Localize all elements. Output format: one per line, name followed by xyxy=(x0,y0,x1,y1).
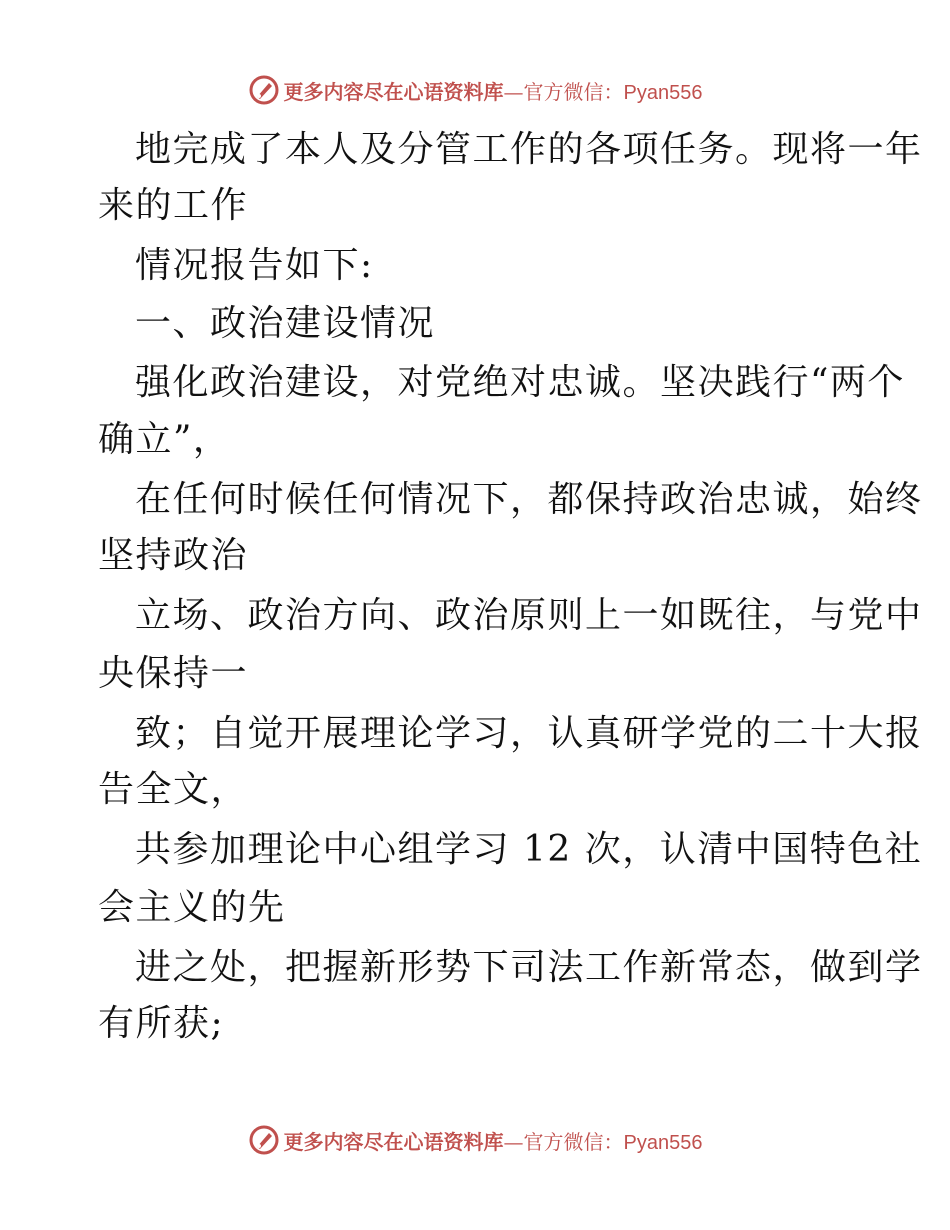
body-line: 共参加理论中心组学习 12 次，认清中国特色社 xyxy=(135,829,923,870)
banner-text-main: 更多内容尽在心语资料库 xyxy=(283,79,504,104)
pen-nib-circle-icon xyxy=(248,1124,280,1156)
banner-text xyxy=(284,76,703,105)
body-line: 坚持政治 xyxy=(98,535,249,576)
banner-text xyxy=(284,1126,703,1155)
body-line: 有所获; xyxy=(98,1003,225,1044)
body-line: 地完成了本人及分管工作的各项任务。现将一年 xyxy=(135,129,923,170)
pen-nib-circle-icon xyxy=(248,74,280,106)
body-line: 央保持一 xyxy=(98,653,249,694)
body-line: 确立”， xyxy=(98,419,231,460)
banner-text-sep: —官方微信： xyxy=(503,1129,624,1154)
body-line: 来的工作 xyxy=(98,185,249,226)
footer-banner xyxy=(0,1120,950,1160)
banner-text-main: 更多内容尽在心语资料库 xyxy=(283,1129,504,1154)
body-line: 强化政治建设，对党绝对忠诚。坚决践行“两个 xyxy=(135,362,905,403)
body-line: 在任何时候任何情况下，都保持政治忠诚，始终 xyxy=(135,479,923,520)
body-line: 立场、政治方向、政治原则上一如既往，与党中 xyxy=(135,595,923,636)
section-heading: 一、政治建设情况 xyxy=(135,303,436,344)
body-line: 情况报告如下: xyxy=(135,245,374,286)
header-banner xyxy=(0,70,950,110)
banner-text-sep: —官方微信： xyxy=(503,79,624,104)
banner-wechat-id: Pyan556 xyxy=(623,1131,703,1154)
body-line: 告全文， xyxy=(98,769,249,810)
body-line: 会主义的先 xyxy=(98,887,286,928)
body-line: 致；自觉开展理论学习，认真研学党的二十大报 xyxy=(135,713,923,754)
banner-wechat-id: Pyan556 xyxy=(623,81,703,104)
body-line: 进之处，把握新形势下司法工作新常态，做到学 xyxy=(135,947,923,988)
